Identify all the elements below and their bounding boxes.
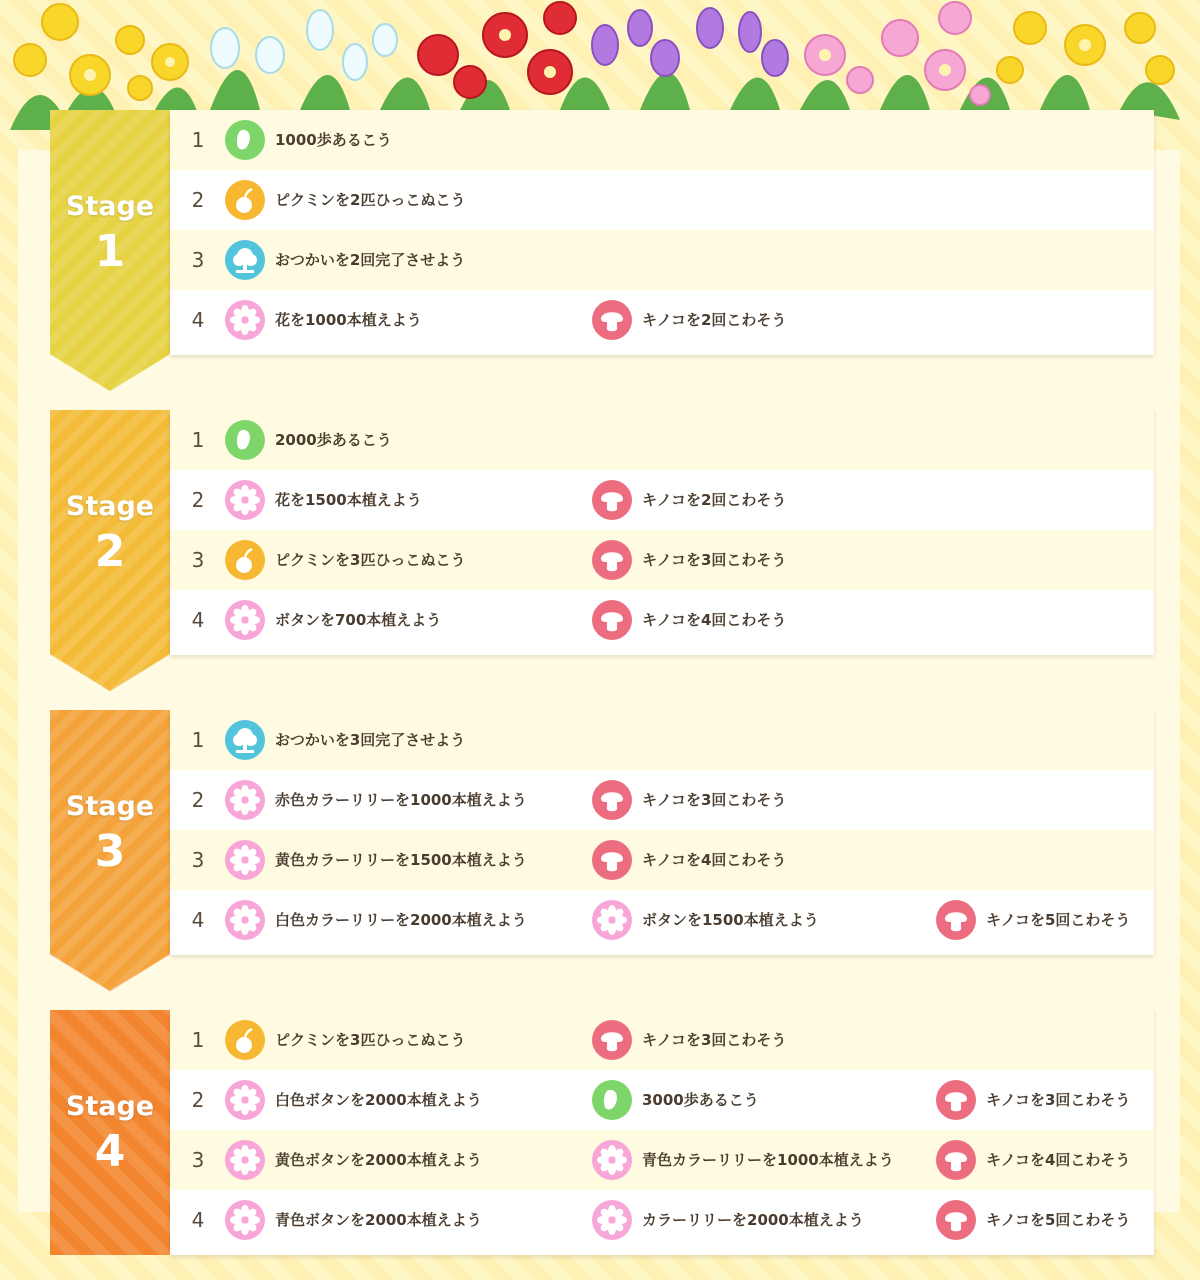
mission-task-label: 青色カラーリリーを1000本植えよう <box>642 1151 894 1169</box>
mushroom-icon <box>936 900 976 940</box>
mission-row-number: 3 <box>191 848 205 872</box>
flower-icon <box>225 1200 265 1240</box>
mission-row-number: 4 <box>191 308 205 332</box>
stage-1-block <box>50 110 1154 355</box>
mission-task-label: ボタンを700本植えよう <box>275 611 442 629</box>
mission-task-label: 白色ボタンを2000本植えよう <box>275 1091 482 1109</box>
mission-row <box>170 110 1154 170</box>
mission-task-label: キノコを5回こわそう <box>986 1211 1131 1229</box>
pikmin-icon <box>225 540 265 580</box>
mission-row <box>170 1190 1154 1250</box>
mushroom-icon <box>592 300 632 340</box>
flower-icon <box>592 900 632 940</box>
white-lilies <box>211 10 397 80</box>
mushroom-icon <box>592 780 632 820</box>
flower-icon <box>592 1200 632 1240</box>
mission-task-label: ピクミンを2匹ひっこぬこう <box>275 191 466 209</box>
mission-row <box>170 410 1154 470</box>
mission-row <box>170 290 1154 350</box>
mission-task-label: ピクミンを3匹ひっこぬこう <box>275 1031 466 1049</box>
stage-4-tab <box>50 1010 170 1177</box>
mission-task-label: 青色ボタンを2000本植えよう <box>275 1211 482 1229</box>
flower-icon <box>225 780 265 820</box>
mission-row-number: 2 <box>191 488 205 512</box>
stage-2-tab <box>50 410 170 655</box>
pikmin-icon <box>225 180 265 220</box>
stage-1-tab <box>50 110 170 355</box>
mission-row-number: 1 <box>191 128 205 152</box>
mission-task-label: 2000歩あるこう <box>275 431 392 449</box>
mission-task-label: 1000歩あるこう <box>275 131 392 149</box>
flower-icon <box>225 300 265 340</box>
mushroom-icon <box>592 540 632 580</box>
mushroom-icon <box>592 600 632 640</box>
errand-icon <box>225 240 265 280</box>
mission-row-number: 4 <box>191 908 205 932</box>
stage-2-mission-table <box>170 410 1154 655</box>
mission-row-number: 2 <box>191 788 205 812</box>
mission-row-number: 2 <box>191 1088 205 1112</box>
mission-row <box>170 830 1154 890</box>
stage-4-block <box>50 1010 1154 1255</box>
stage-label: Stage <box>65 1091 155 1122</box>
flower-icon <box>225 1080 265 1120</box>
mission-task-label: おつかいを2回完了させよう <box>275 251 466 269</box>
mission-row <box>170 170 1154 230</box>
mushroom-icon <box>592 840 632 880</box>
mission-row-number: 3 <box>191 248 205 272</box>
red-flowers <box>418 2 576 98</box>
mission-task-label: おつかいを3回完了させよう <box>275 731 466 749</box>
stage-4-mission-table <box>170 1010 1154 1255</box>
mission-row-number: 4 <box>191 1208 205 1232</box>
pikmin-icon <box>225 1020 265 1060</box>
stage-number: 4 <box>94 1126 126 1177</box>
walk-icon <box>225 120 265 160</box>
mission-row <box>170 230 1154 290</box>
mission-task-label: ピクミンを3匹ひっこぬこう <box>275 551 466 569</box>
stage-1-mission-table <box>170 110 1154 355</box>
mission-task-label: キノコを2回こわそう <box>642 491 787 509</box>
mission-row <box>170 1130 1154 1190</box>
stage-label: Stage <box>65 491 155 522</box>
mission-row <box>170 770 1154 830</box>
purple-lilies <box>592 8 788 76</box>
stage-2-block <box>50 410 1154 655</box>
mission-row <box>170 1070 1154 1130</box>
mission-row-number: 1 <box>191 728 205 752</box>
mission-row <box>170 530 1154 590</box>
mission-task-label: キノコを3回こわそう <box>642 1031 787 1049</box>
mission-task-label: キノコを5回こわそう <box>986 911 1131 929</box>
errand-icon <box>225 720 265 760</box>
mission-row-number: 1 <box>191 1028 205 1052</box>
stage-label: Stage <box>65 191 155 222</box>
mission-task-label: 黄色カラーリリーを1500本植えよう <box>275 851 527 869</box>
mushroom-icon <box>592 1020 632 1060</box>
walk-icon <box>225 420 265 460</box>
mission-task-label: キノコを3回こわそう <box>986 1091 1131 1109</box>
stage-number: 1 <box>94 226 126 277</box>
mission-row <box>170 590 1154 650</box>
mission-row-number: 4 <box>191 608 205 632</box>
mission-task-label: 黄色ボタンを2000本植えよう <box>275 1151 482 1169</box>
mission-row <box>170 470 1154 530</box>
mission-row-number: 1 <box>191 428 205 452</box>
mushroom-icon <box>592 480 632 520</box>
mission-task-label: キノコを2回こわそう <box>642 311 787 329</box>
mushroom-icon <box>936 1080 976 1120</box>
mission-task-label: 白色カラーリリーを2000本植えよう <box>275 911 527 929</box>
walk-icon <box>592 1080 632 1120</box>
stage-3-block <box>50 710 1154 955</box>
mission-row-number: 3 <box>191 1148 205 1172</box>
mission-task-label: 花を1000本植えよう <box>275 311 422 329</box>
stage-label: Stage <box>65 791 155 822</box>
mission-task-label: キノコを4回こわそう <box>986 1151 1131 1169</box>
mission-row <box>170 890 1154 950</box>
mission-task-label: 赤色カラーリリーを1000本植えよう <box>275 791 527 809</box>
stage-3-tab <box>50 710 170 955</box>
mission-row-number: 2 <box>191 188 205 212</box>
mushroom-icon <box>936 1200 976 1240</box>
stage-number: 2 <box>94 526 126 577</box>
flower-icon <box>225 1140 265 1180</box>
stage-3-mission-table <box>170 710 1154 955</box>
mission-task-label: 3000歩あるこう <box>642 1091 759 1109</box>
mission-task-label: カラーリリーを2000本植えよう <box>642 1211 864 1229</box>
mission-row <box>170 1010 1154 1070</box>
flower-icon <box>225 840 265 880</box>
flower-icon <box>225 480 265 520</box>
stage-number: 3 <box>94 826 126 877</box>
mission-task-label: キノコを3回こわそう <box>642 791 787 809</box>
mission-task-label: ボタンを1500本植えよう <box>642 911 819 929</box>
mission-task-label: キノコを3回こわそう <box>642 551 787 569</box>
flower-icon <box>592 1140 632 1180</box>
mission-row-number: 3 <box>191 548 205 572</box>
mushroom-icon <box>936 1140 976 1180</box>
mission-task-label: 花を1500本植えよう <box>275 491 422 509</box>
mission-task-label: キノコを4回こわそう <box>642 611 787 629</box>
mission-row <box>170 710 1154 770</box>
flower-icon <box>225 900 265 940</box>
flower-icon <box>225 600 265 640</box>
mission-task-label: キノコを4回こわそう <box>642 851 787 869</box>
